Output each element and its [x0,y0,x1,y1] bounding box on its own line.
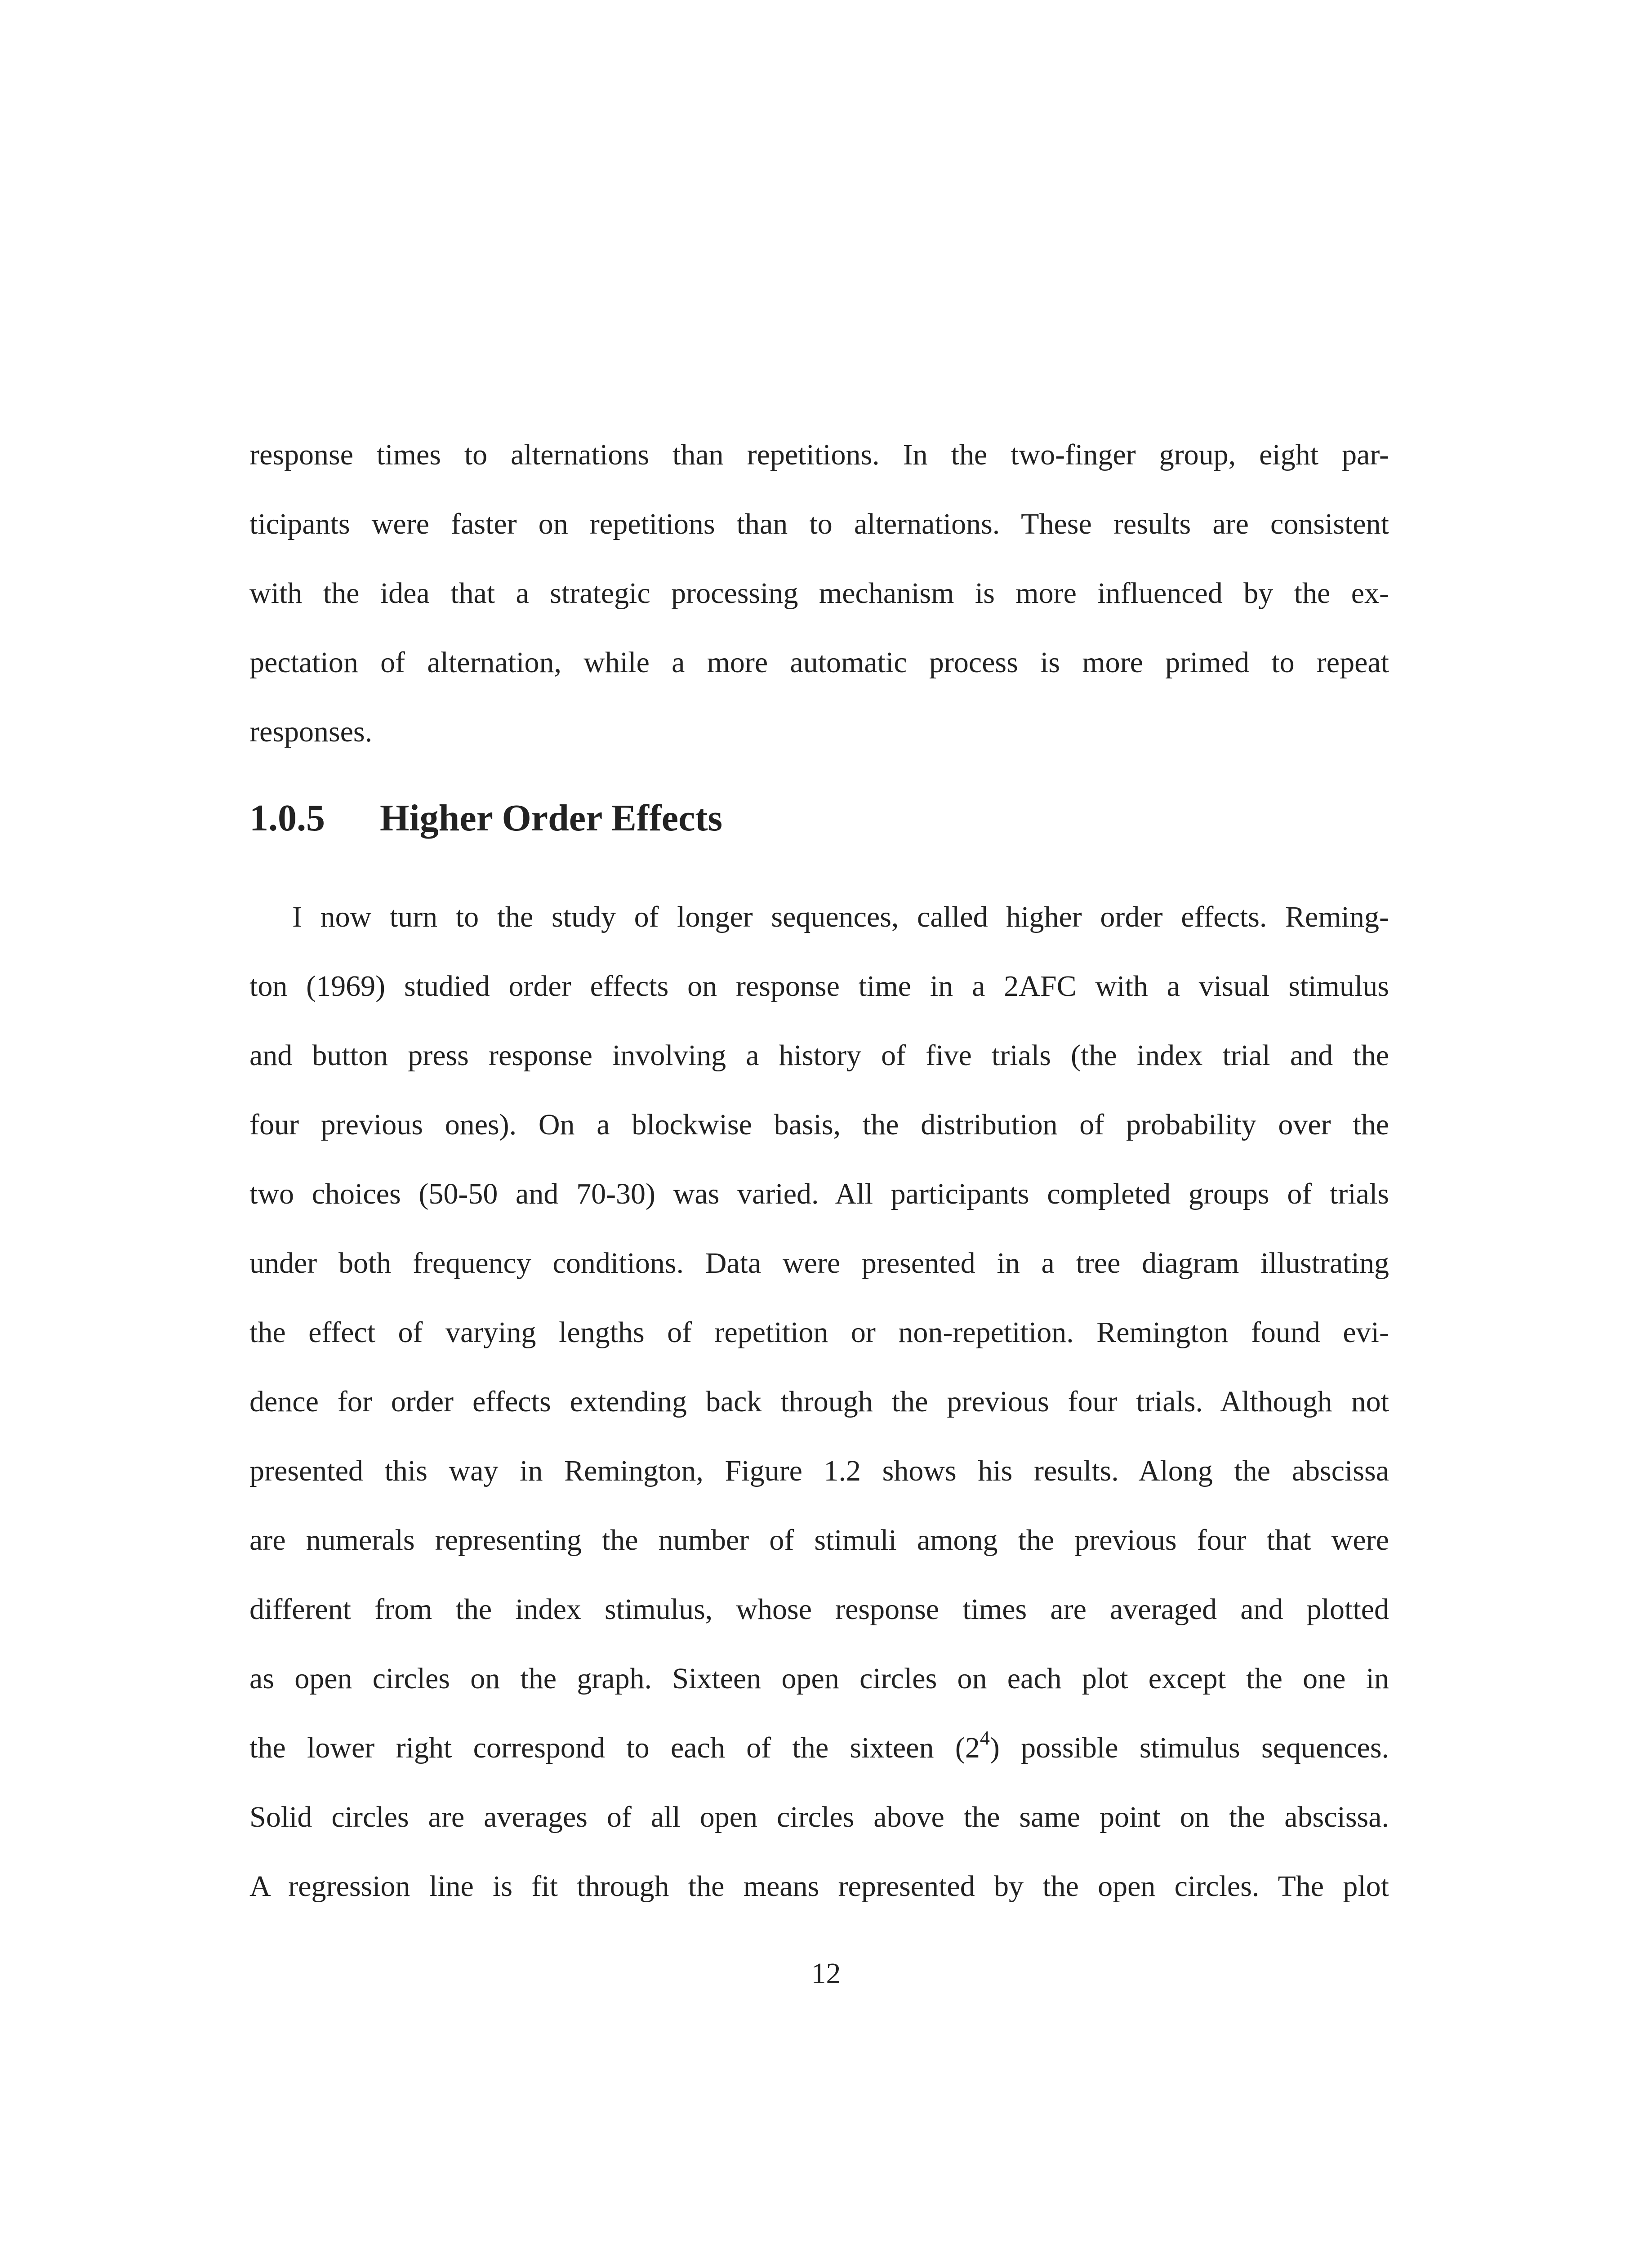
paragraph-higher-order-effects [249,883,1389,1921]
superscript-exponent: 4 [980,1727,990,1749]
text-segment: ) possible stimulus sequences. [989,1731,1389,1764]
section-heading [249,794,722,843]
text-line: under both frequency conditions. Data were presented in a tree diagram illustrating [249,1247,1389,1280]
text-line: two choices (50-50 and 70-30) was varied. All participants completed groups of trials [249,1178,1389,1210]
text-line: as open circles on the graph. Sixteen open circles on each plot except the one in [249,1662,1389,1695]
text-line: and button press response involving a history of five trials (the index trial and the [249,1039,1389,1072]
text-line: are numerals representing the number of stimuli among the previous four that were [249,1524,1389,1557]
section-title: Higher Order Effects [380,797,723,839]
text-line: dence for order effects extending back through the previous four trials. Although not [249,1385,1389,1418]
text-line: Solid circles are averages of all open circles above the same point on the abscissa. [249,1801,1389,1833]
text-line: response times to alternations than repetitions. In the two-finger group, eight par- [249,438,1389,471]
text-line: A regression line is fit through the means represented by the open circles. The plot [249,1870,1389,1903]
text-line: ticipants were faster on repetitions than to alternations. These results are consistent [249,508,1389,540]
text-line: with the idea that a strategic processing mechanism is more influenced by the ex- [249,577,1389,610]
text-line: I now turn to the study of longer sequences, called higher order effects. Reming- [292,901,1389,933]
text-line: pectation of alternation, while a more automatic process is more primed to repeat [249,646,1389,679]
text-line: ton (1969) studied order effects on response time in a 2AFC with a visual stimulus [249,970,1389,1003]
text-line-with-superscript [249,1713,1389,1783]
paragraph-intro [249,420,1389,767]
text-line: four previous ones). On a blockwise basis, the distribution of probability over the [249,1108,1389,1141]
text-segment: the lower right correspond to each of the sixteen (2 [249,1731,980,1764]
section-number: 1.0.5 [249,797,325,839]
text-line: presented this way in Remington, Figure 1.2 shows his results. Along the abscissa [249,1454,1389,1487]
page-number: 12 [811,1957,841,1990]
text-line: the effect of varying lengths of repetition or non-repetition. Remington found evi- [249,1316,1389,1349]
text-line: responses. [249,715,373,748]
text-line: different from the index stimulus, whose response times are averaged and plotted [249,1593,1389,1626]
